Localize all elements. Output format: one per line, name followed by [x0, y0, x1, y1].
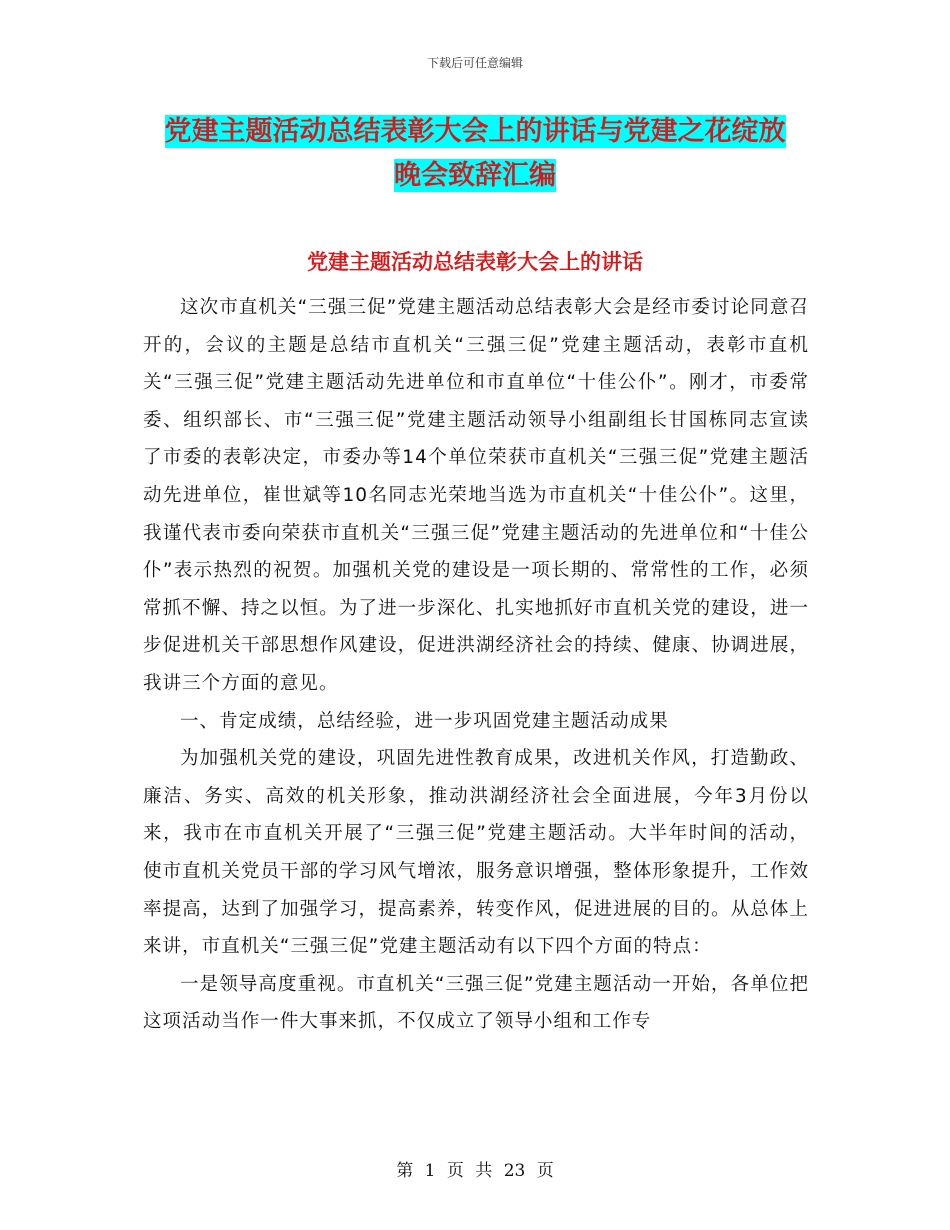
- section-title: 党建主题活动总结表彰大会上的讲话: [307, 250, 643, 274]
- document-title-line-1: [140, 112, 810, 152]
- document-title-text-2: 晚会致辞汇编: [394, 160, 556, 191]
- body-text: [143, 289, 809, 1041]
- header-note: 下载后可任意编辑: [426, 56, 523, 70]
- document-title-line-2: [140, 156, 810, 196]
- document-title-text-1: 党建主题活动总结表彰大会上的讲话与党建之花绽放: [164, 116, 786, 147]
- paragraph: 为加强机关党的建设，巩固先进性教育成果，改进机关作风，打造勤政、廉洁、务实、高效的机关形象，推动洪湖经济社会全面进展，今年3月份以来，我市在市直机关开展了“三强三促”党建主题活动。大半年时间的活动，使市直机关党员干部的学习风气增浓，服务意识增强，整体形象提升，工作效率提高，达到了加强学习，提高素养，转变作风，促进进展的目的。从总体上来讲，市直机关“三强三促”党建主题活动有以下四个方面的特点：: [143, 748, 809, 958]
- paragraph-heading: 一、肯定成绩，总结经验，进一步巩固党建主题活动成果: [180, 710, 669, 732]
- paragraph: 一是领导高度重视。市直机关“三强三促”党建主题活动一开始，各单位把这项活动当作一件大事来抓，不仅成立了领导小组和工作专: [143, 973, 809, 1033]
- page-footer: 第 1 页 共 23 页: [396, 1161, 554, 1181]
- paragraph: 这次市直机关“三强三促”党建主题活动总结表彰大会是经市委讨论同意召开的，会议的主题是总结市直机关“三强三促”党建主题活动，表彰市直机关“三强三促”党建主题活动先进单位和市直单位“十佳公仆”。刚才，市委常委、组织部长、市“三强三促”党建主题活动领导小组副组长甘国栋同志宣读了市委的表彰决定，市委办等14个单位荣获市直机关“三强三促”党建主题活动先进单位，崔世斌等10名同志光荣地当选为市直机关“十佳公仆”。这里，我谨代表市委向荣获市直机关“三强三促”党建主题活动的先进单位和“十佳公仆”表示热烈的祝贺。加强机关党的建设是一项长期的、常常性的工作，必须常抓不懈、持之以恒。为了进一步深化、扎实地抓好市直机关党的建设，进一步促进机关干部思想作风建设，促进洪湖经济社会的持续、健康、协调进展，我讲三个方面的意见。: [143, 297, 809, 694]
